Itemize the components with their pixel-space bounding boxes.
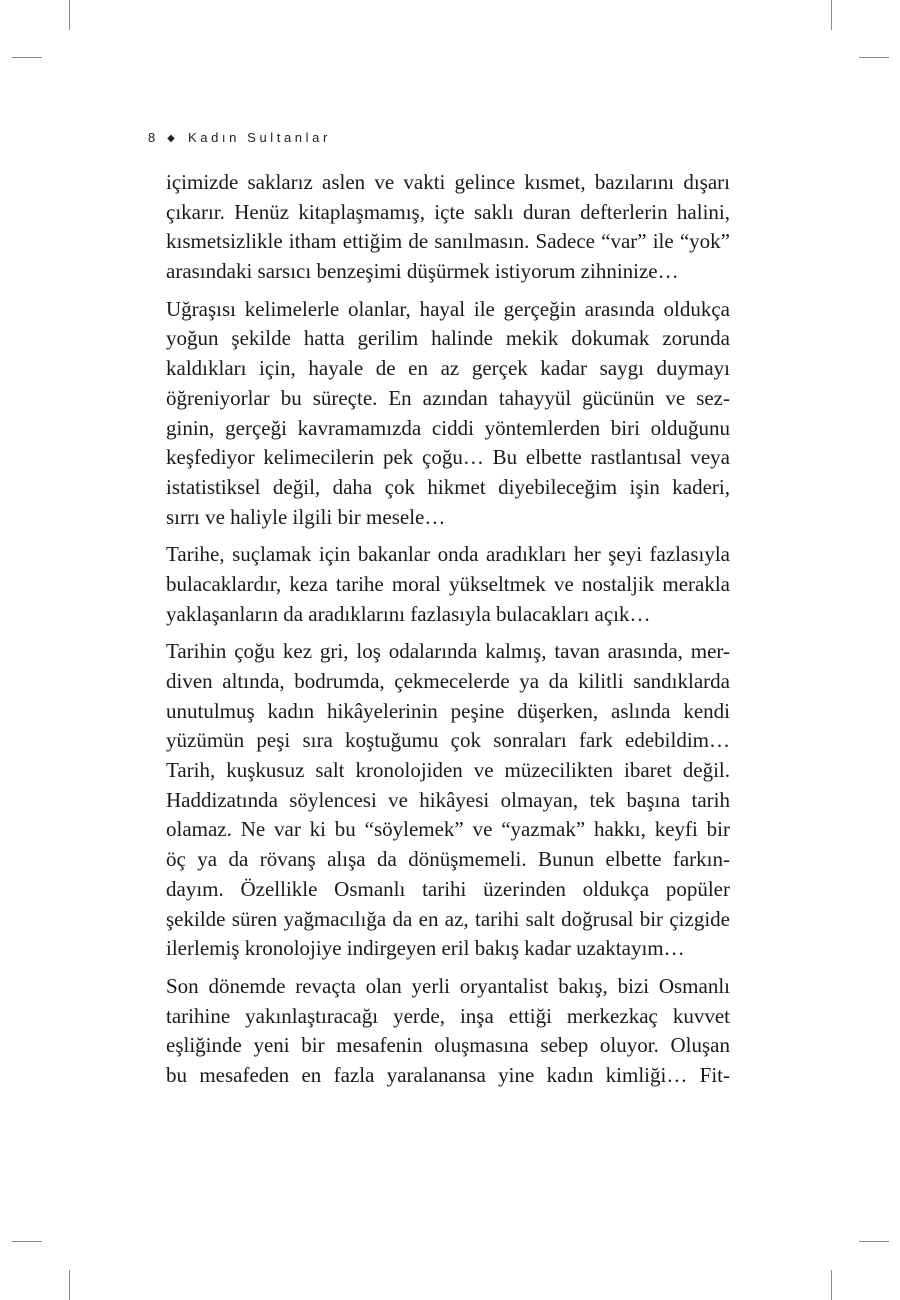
text-line: yüzümün peşi sıra koştuğumu çok sonraları fark edebildim… (166, 728, 730, 753)
running-title: Kadın Sultanlar (187, 130, 331, 145)
text-line: ginin, gerçeği kavramamızda ciddi yöntemlerden biri olduğunu (166, 415, 730, 440)
text-line: eşliğinde yeni bir mesafenin oluşmasına sebep oluyor. Oluşan (166, 1033, 730, 1058)
paragraph (166, 637, 730, 964)
text-line: Haddizatında söylencesi ve hikâyesi olmayan, tek başına tarih (166, 787, 730, 812)
body-text (166, 168, 730, 1099)
text-line: keşfediyor kelimecilerin pek çoğu… Bu elbette rastlantısal veya (166, 445, 730, 470)
separator-diamond-icon: ◆ (167, 133, 175, 144)
text-line: yaklaşanların da aradıklarını fazlasıyla bulacakları açık… (166, 601, 651, 626)
text-line: bu mesafeden en fazla yaralanansa yine kadın kimliği… Fit- (166, 1062, 730, 1087)
text-line: kaldıkları için, hayale de en az gerçek kadar saygı duymayı (166, 356, 730, 381)
page-number: 8 (148, 130, 159, 145)
text-line: Son dönemde revaçta olan yerli oryantalist bakış, bizi Osmanlı (166, 973, 730, 998)
text-line: tarihine yakınlaştıracağı yerde, inşa ettiği merkezkaç kuvvet (166, 1003, 730, 1028)
paragraph (166, 540, 730, 629)
crop-mark-top-right-horizontal (859, 57, 889, 58)
text-line: öğreniyorlar bu süreçte. En azından tahayyül gücünün ve sez- (166, 385, 730, 410)
text-line: arasındaki sarsıcı benzeşimi düşürmek istiyorum zihninize… (166, 259, 679, 284)
text-line: bulacaklardır, keza tarihe moral yükseltmek ve nostaljik merakla (166, 571, 730, 596)
text-line: Tarihe, suçlamak için bakanlar onda aradıkları her şeyi fazlasıyla (166, 542, 730, 567)
text-line: diven altında, bodrumda, çekmecelerde ya da kilitli sandıklarda (166, 669, 730, 693)
text-line: olamaz. Ne var ki bu “söylemek” ve “yazmak” hakkı, keyfi bir (166, 817, 730, 842)
paragraph (166, 168, 730, 287)
paragraph (166, 295, 730, 533)
text-line: şekilde süren yağmacılığa da en az, tarihi salt doğrusal bir çizgide (166, 906, 730, 931)
text-line: ilerlemiş kronolojiye indirgeyen eril bakış kadar uzaktayım… (166, 936, 685, 961)
crop-mark-top-left-horizontal (12, 57, 42, 58)
text-line: öç ya da rövanş alışa da dönüşmemeli. Bunun elbette farkın- (166, 847, 730, 872)
crop-mark-bottom-left-vertical (69, 1270, 70, 1300)
text-line: kısmetsizlikle itham ettiğim de sanılmasın. Sadece “var” ile “yok” (166, 229, 730, 254)
text-line: unutulmuş kadın hikâyelerinin peşine düşerken, aslında kendi (166, 698, 730, 723)
crop-mark-bottom-right-horizontal (859, 1241, 889, 1242)
text-line: dayım. Özellikle Osmanlı tarihi üzerinden oldukça popüler (166, 876, 730, 901)
text-line: Tarihin çoğu kez gri, loş odalarında kalmış, tavan arasında, mer- (166, 639, 730, 664)
text-line: istatistiksel değil, daha çok hikmet diyebileceğim işin kaderi, (166, 474, 730, 499)
text-line: çıkarır. Henüz kitaplaşmamış, içte saklı duran defterlerin halini, (166, 199, 730, 224)
text-line: sırrı ve haliyle ilgili bir mesele… (166, 504, 446, 529)
running-header (148, 128, 331, 149)
text-line: içimizde saklarız aslen ve vakti gelince kısmet, bazılarını dışarı (166, 170, 730, 194)
text-line: yoğun şekilde hatta gerilim halinde mekik dokumak zorunda (166, 326, 730, 351)
crop-mark-bottom-left-horizontal (12, 1241, 42, 1242)
text-line: Uğraşısı kelimelerle olanlar, hayal ile gerçeğin arasında oldukça (166, 296, 730, 321)
text-line: Tarih, kuşkusuz salt kronolojiden ve müzecilikten ibaret değil. (166, 758, 730, 783)
crop-mark-top-left-vertical (69, 0, 70, 30)
crop-mark-bottom-right-vertical (831, 1270, 832, 1300)
crop-mark-top-right-vertical (831, 0, 832, 30)
paragraph (166, 972, 730, 1091)
